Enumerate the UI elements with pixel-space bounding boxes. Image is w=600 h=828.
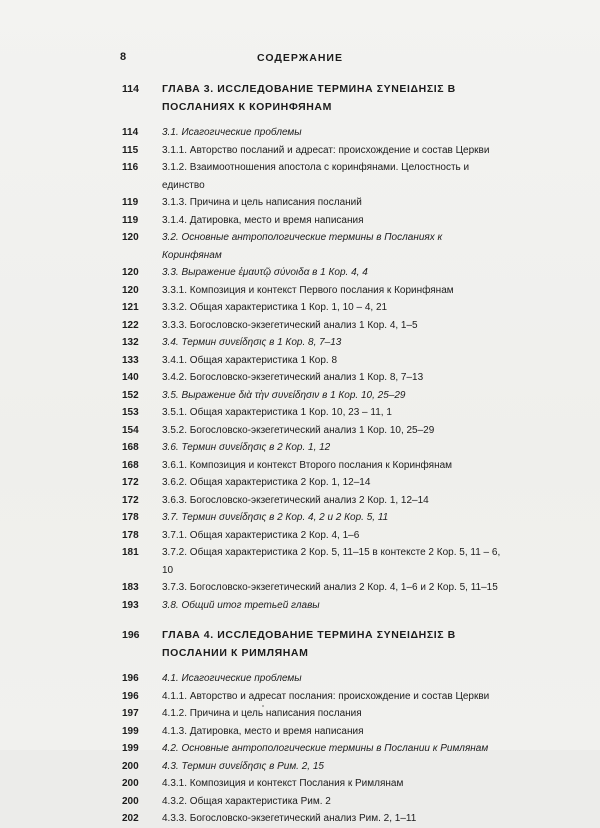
toc-page-number: 152 [122, 389, 139, 401]
toc-page-number: 119 [122, 197, 139, 208]
toc-subsection [122, 527, 502, 545]
toc-page-number: 119 [122, 214, 139, 226]
table-of-contents [122, 80, 502, 828]
toc-page-number: 120 [122, 284, 139, 296]
toc-entry-title: 3.1. Исагогические проблемы [162, 127, 302, 138]
paper-speck [262, 705, 264, 707]
toc-page-number: 199 [122, 725, 139, 737]
toc-subsection [122, 352, 502, 370]
toc-page-number: 199 [122, 743, 139, 754]
toc-page-number: 178 [122, 512, 139, 523]
running-head: СОДЕРЖАНИЕ [257, 52, 343, 64]
toc-entry-title: 3.1.2. Взаимоотношения апостола с коринфянами. Целостность и единство [162, 162, 470, 191]
toc-entry-title: 3.1.1. Авторство посланий и адресат: происхождение и состав Церкви [162, 144, 490, 156]
toc-section [122, 597, 502, 615]
toc-entry-title: 4.3.2. Общая характеристика Рим. 2 [162, 795, 331, 807]
toc-entry-title: 3.4. Термин συνείδησις в 1 Кор. 8, 7–13 [162, 337, 342, 348]
toc-section [122, 387, 502, 405]
toc-section [122, 740, 502, 758]
toc-page-number: 121 [122, 302, 139, 313]
toc-section [122, 509, 502, 527]
toc-entry-title: 3.7.1. Общая характеристика 2 Кор. 4, 1–6 [162, 529, 360, 541]
toc-entry-title: 3.3.1. Композиция и контекст Первого послания к Коринфянам [162, 284, 454, 296]
toc-entry-title: 3.8. Общий итог третьей главы [162, 599, 320, 611]
toc-subsection [122, 688, 502, 706]
toc-entry-title: 3.1.3. Причина и цель написания посланий [162, 197, 362, 208]
toc-page-number: 196 [122, 673, 139, 684]
toc-page-number: 193 [122, 599, 139, 611]
toc-page-number: 172 [122, 494, 139, 506]
toc-page-number: 172 [122, 477, 139, 488]
toc-subsection [122, 404, 502, 422]
toc-subsection [122, 705, 502, 723]
toc-page-number: 153 [122, 407, 139, 418]
toc-entry-title: 3.7.2. Общая характеристика 2 Кор. 5, 11–15 в контексте 2 Кор. 5, 11 – 6, 10 [162, 547, 501, 576]
toc-subsection [122, 317, 502, 335]
toc-entry-title: 4.2. Основные антропологические термины в Послании к Римлянам [162, 743, 489, 754]
toc-entry-title: 3.4.2. Богословско-экзегетический анализ 1 Кор. 8, 7–13 [162, 372, 424, 383]
toc-page-number: 140 [122, 372, 139, 383]
toc-entry-title: 3.2. Основные антропологические термины в Посланиях к Коринфянам [162, 232, 443, 261]
toc-subsection [122, 810, 502, 828]
toc-page-number: 178 [122, 529, 139, 541]
toc-subsection [122, 474, 502, 492]
toc-subsection [122, 422, 502, 440]
toc-section [122, 670, 502, 688]
toc-entry-title: 3.3.3. Богословско-экзегетический анализ 1 Кор. 4, 1–5 [162, 319, 418, 331]
toc-page-number: 122 [122, 319, 139, 331]
toc-entry-title: 4.3. Термин συνείδησις в Рим. 2, 15 [162, 760, 324, 772]
toc-page-number: 114 [122, 127, 139, 138]
toc-entry-title: 3.6. Термин συνείδησις в 2 Кор. 1, 12 [162, 442, 331, 453]
toc-subsection [122, 159, 502, 194]
toc-entry-title: 3.3.2. Общая характеристика 1 Кор. 1, 10 – 4, 21 [162, 302, 388, 313]
toc-entry-title: ГЛАВА 3. ИССЛЕДОВАНИЕ ТЕРМИНА ΣΥΝΕΙΔΗΣΙΣ В ПОСЛАНИЯХ К КОРИНФЯНАМ [162, 83, 456, 113]
toc-entry-title: 4.1.2. Причина и цель написания послания [162, 708, 362, 719]
toc-subsection [122, 579, 502, 597]
toc-section [122, 124, 502, 142]
chapter-gap [122, 614, 502, 626]
toc-entry-title: 3.6.1. Композиция и контекст Второго послания к Коринфянам [162, 459, 453, 471]
toc-page-number: 132 [122, 337, 139, 348]
toc-entry-title: 3.3. Выражение ἐμαυτῷ σύνοιδα в 1 Кор. 4, 4 [162, 267, 368, 278]
toc-subsection [122, 492, 502, 510]
toc-page-number: 196 [122, 690, 139, 702]
toc-entry-title: 3.5.2. Богословско-экзегетический анализ 1 Кор. 10, 25–29 [162, 424, 435, 436]
toc-page-number: 115 [122, 144, 139, 156]
toc-entry-title: 3.7. Термин συνείδησις в 2 Кор. 4, 2 и 2 Кор. 5, 11 [162, 512, 389, 523]
toc-subsection [122, 793, 502, 811]
toc-page-number: 168 [122, 442, 139, 453]
toc-entry-title: 4.1.3. Датировка, место и время написания [162, 725, 364, 737]
toc-section [122, 439, 502, 457]
toc-section [122, 758, 502, 776]
toc-page-number: 197 [122, 708, 139, 719]
toc-page-number: 200 [122, 778, 139, 789]
toc-subsection [122, 282, 502, 300]
toc-subsection [122, 194, 502, 212]
page-number: 8 [120, 51, 127, 63]
toc-page-number: 114 [122, 83, 139, 95]
toc-subsection [122, 457, 502, 475]
toc-entry-title: 3.6.3. Богословско-экзегетический анализ 2 Кор. 1, 12–14 [162, 494, 429, 506]
toc-entry-title: 3.5. Выражение διὰ τὴν συνείδησιν в 1 Кор. 10, 25–29 [162, 389, 406, 401]
toc-entry-title: 3.1.4. Датировка, место и время написания [162, 214, 364, 226]
toc-page-number: 200 [122, 795, 139, 807]
toc-page-number: 133 [122, 354, 139, 366]
toc-entry-title: ГЛАВА 4. ИССЛЕДОВАНИЕ ТЕРМИНА ΣΥΝΕΙΔΗΣΙΣ В ПОСЛАНИИ К РИМЛЯНАМ [162, 629, 456, 659]
toc-subsection [122, 775, 502, 793]
toc-subsection [122, 369, 502, 387]
toc-page-number: 120 [122, 267, 139, 278]
toc-page-number: 154 [122, 424, 139, 436]
toc-chapter [122, 626, 502, 662]
toc-page-number: 196 [122, 629, 140, 641]
toc-subsection [122, 299, 502, 317]
toc-section [122, 334, 502, 352]
toc-page-number: 181 [122, 547, 139, 558]
toc-entry-title: 4.3.1. Композиция и контекст Послания к Римлянам [162, 778, 404, 789]
toc-entry-title: 3.5.1. Общая характеристика 1 Кор. 10, 23 – 11, 1 [162, 407, 392, 418]
toc-page-number: 116 [122, 162, 139, 173]
toc-subsection [122, 212, 502, 230]
toc-page-number: 120 [122, 232, 139, 243]
toc-subsection [122, 544, 502, 579]
toc-entry-title: 3.7.3. Богословско-экзегетический анализ 2 Кор. 4, 1–6 и 2 Кор. 5, 11–15 [162, 582, 498, 593]
toc-page-number: 200 [122, 760, 139, 772]
toc-page-number: 168 [122, 459, 139, 471]
toc-page-number: 202 [122, 813, 139, 824]
toc-entry-title: 3.6.2. Общая характеристика 2 Кор. 1, 12–14 [162, 477, 371, 488]
toc-section [122, 264, 502, 282]
toc-subsection [122, 723, 502, 741]
toc-entry-title: 4.3.3. Богословско-экзегетический анализ Рим. 2, 1–11 [162, 813, 417, 824]
toc-section [122, 229, 502, 264]
toc-chapter [122, 80, 502, 116]
toc-subsection [122, 142, 502, 160]
toc-entry-title: 4.1. Исагогические проблемы [162, 673, 302, 684]
toc-entry-title: 3.4.1. Общая характеристика 1 Кор. 8 [162, 354, 338, 366]
toc-page-number: 183 [122, 582, 139, 593]
toc-entry-title: 4.1.1. Авторство и адресат послания: происхождение и состав Церкви [162, 690, 490, 702]
